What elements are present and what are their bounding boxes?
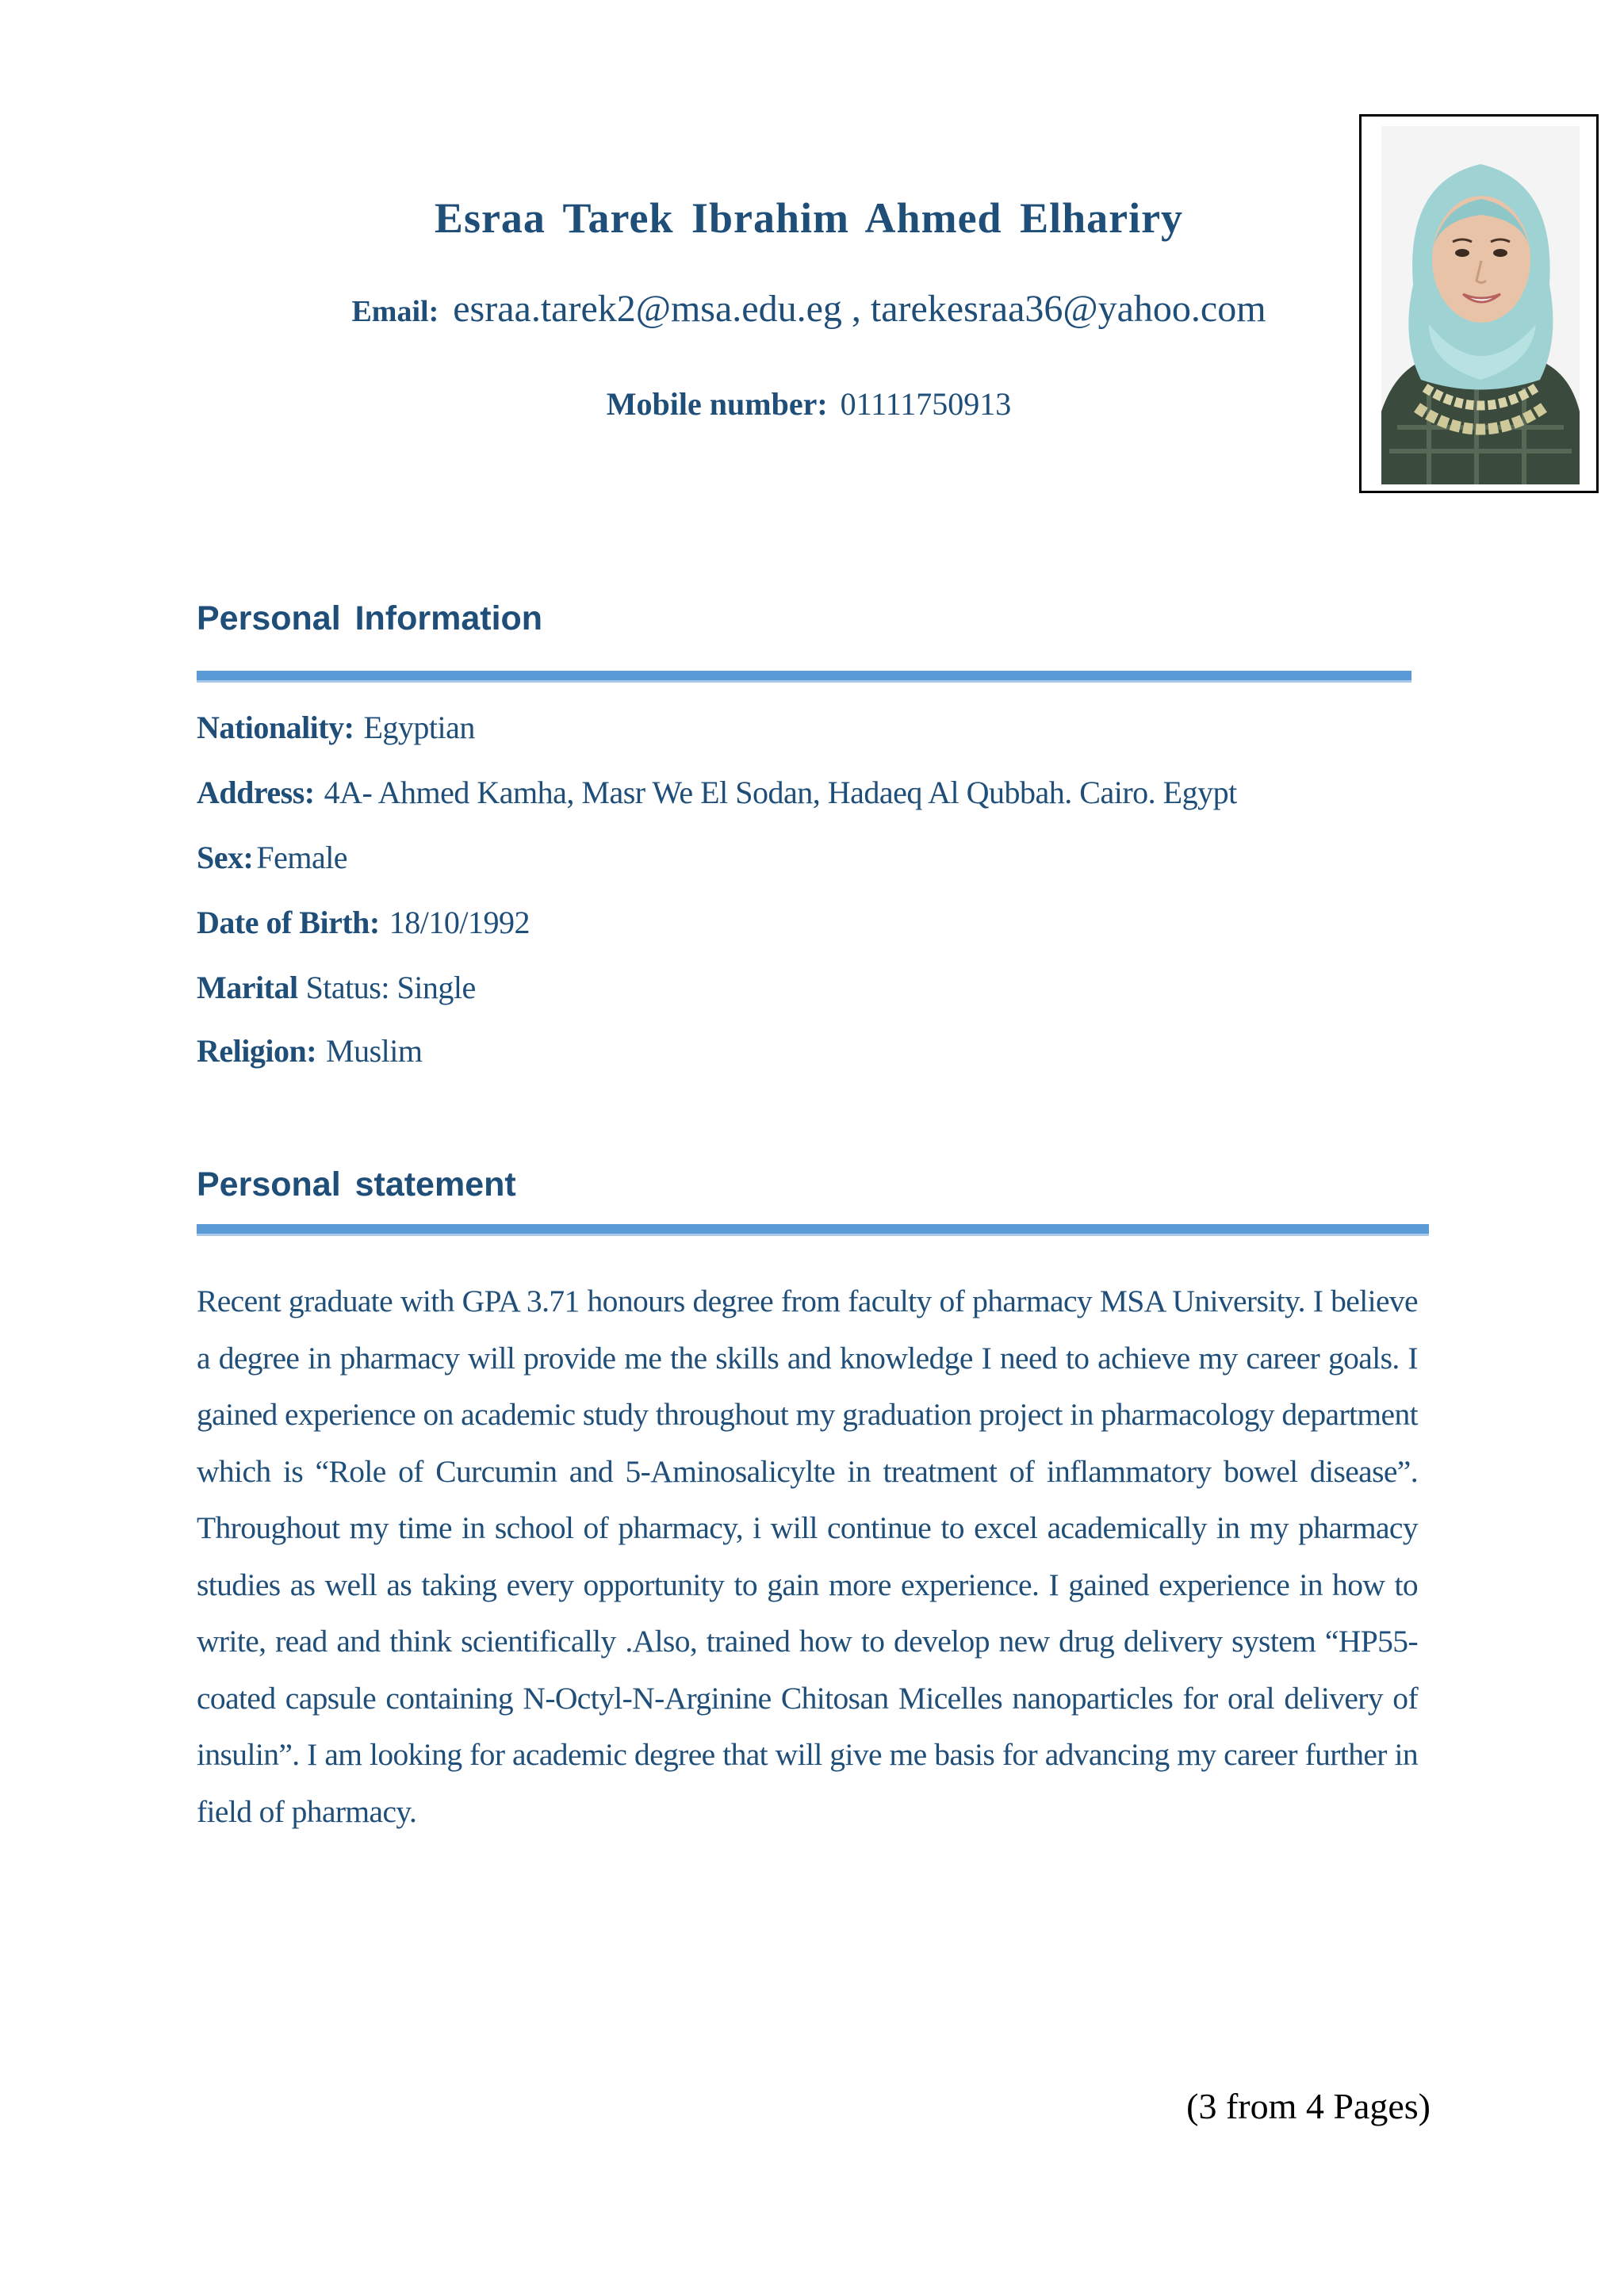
sex-value: Female <box>256 840 348 875</box>
address-row <box>197 774 1237 811</box>
profile-photo-frame <box>1359 114 1599 493</box>
religion-label: Religion: <box>197 1033 317 1069</box>
dob-label: Date of Birth: <box>197 905 380 940</box>
personal-statement-text: Recent graduate with GPA 3.71 honours degree from faculty of pharmacy MSA University. I believe a degree in pharmacy will provide me the skills and knowledge I need to achieve my career goals. I gained experience on academic study throughout my graduation project in pharmacology department which is “Role of Curcumin and 5-Aminosalicylte in treatment of inflammatory bowel disease”. Throughout my time in school of pharmacy, i will continue to excel academically in my pharmacy studies as well as taking every opportunity to gain more experience. I gained experience in how to write, read and think scientifically .Also, trained how to develop new drug delivery system “HP55-coated capsule containing N-Octyl-N-Arginine Chitosan Micelles nanoparticles for oral delivery of insulin”. I am looking for academic degree that will give me basis for advancing my career further in field of pharmacy. <box>197 1284 1418 1829</box>
personal-information-heading: Personal Information <box>197 599 543 637</box>
marital-row <box>197 969 476 1006</box>
address-label: Address: <box>197 775 315 810</box>
mobile-line <box>198 385 1419 423</box>
mobile-value: 01111750913 <box>840 386 1012 422</box>
email-label: Email: <box>351 295 439 328</box>
email-value: esraa.tarek2@msa.edu.eg , tarekesraa36@yahoo.com <box>453 288 1266 330</box>
personal-statement-rule <box>197 1224 1429 1236</box>
page-indicator: (3 from 4 Pages) <box>1186 2086 1431 2126</box>
dob-row <box>197 904 530 941</box>
marital-value: Status: Single <box>305 970 476 1005</box>
nationality-label: Nationality: <box>197 710 354 745</box>
personal-statement-heading: Personal statement <box>197 1165 516 1203</box>
email-line <box>198 287 1419 331</box>
sex-label: Sex: <box>197 840 254 875</box>
dob-value: 18/10/1992 <box>389 905 530 940</box>
mobile-label: Mobile number: <box>606 386 828 422</box>
candidate-name: Esraa Tarek Ibrahim Ahmed Elhariry <box>434 194 1184 242</box>
personal-information-rule <box>197 671 1411 683</box>
nationality-row <box>197 709 475 746</box>
profile-photo <box>1381 126 1580 484</box>
religion-value: Muslim <box>326 1033 423 1069</box>
sex-row <box>197 839 347 876</box>
address-value: 4A- Ahmed Kamha, Masr We El Sodan, Hadaeq Al Qubbah. Cairo. Egypt <box>324 775 1237 810</box>
religion-row <box>197 1032 423 1070</box>
nationality-value: Egyptian <box>363 710 475 745</box>
marital-label: Marital <box>197 970 298 1005</box>
